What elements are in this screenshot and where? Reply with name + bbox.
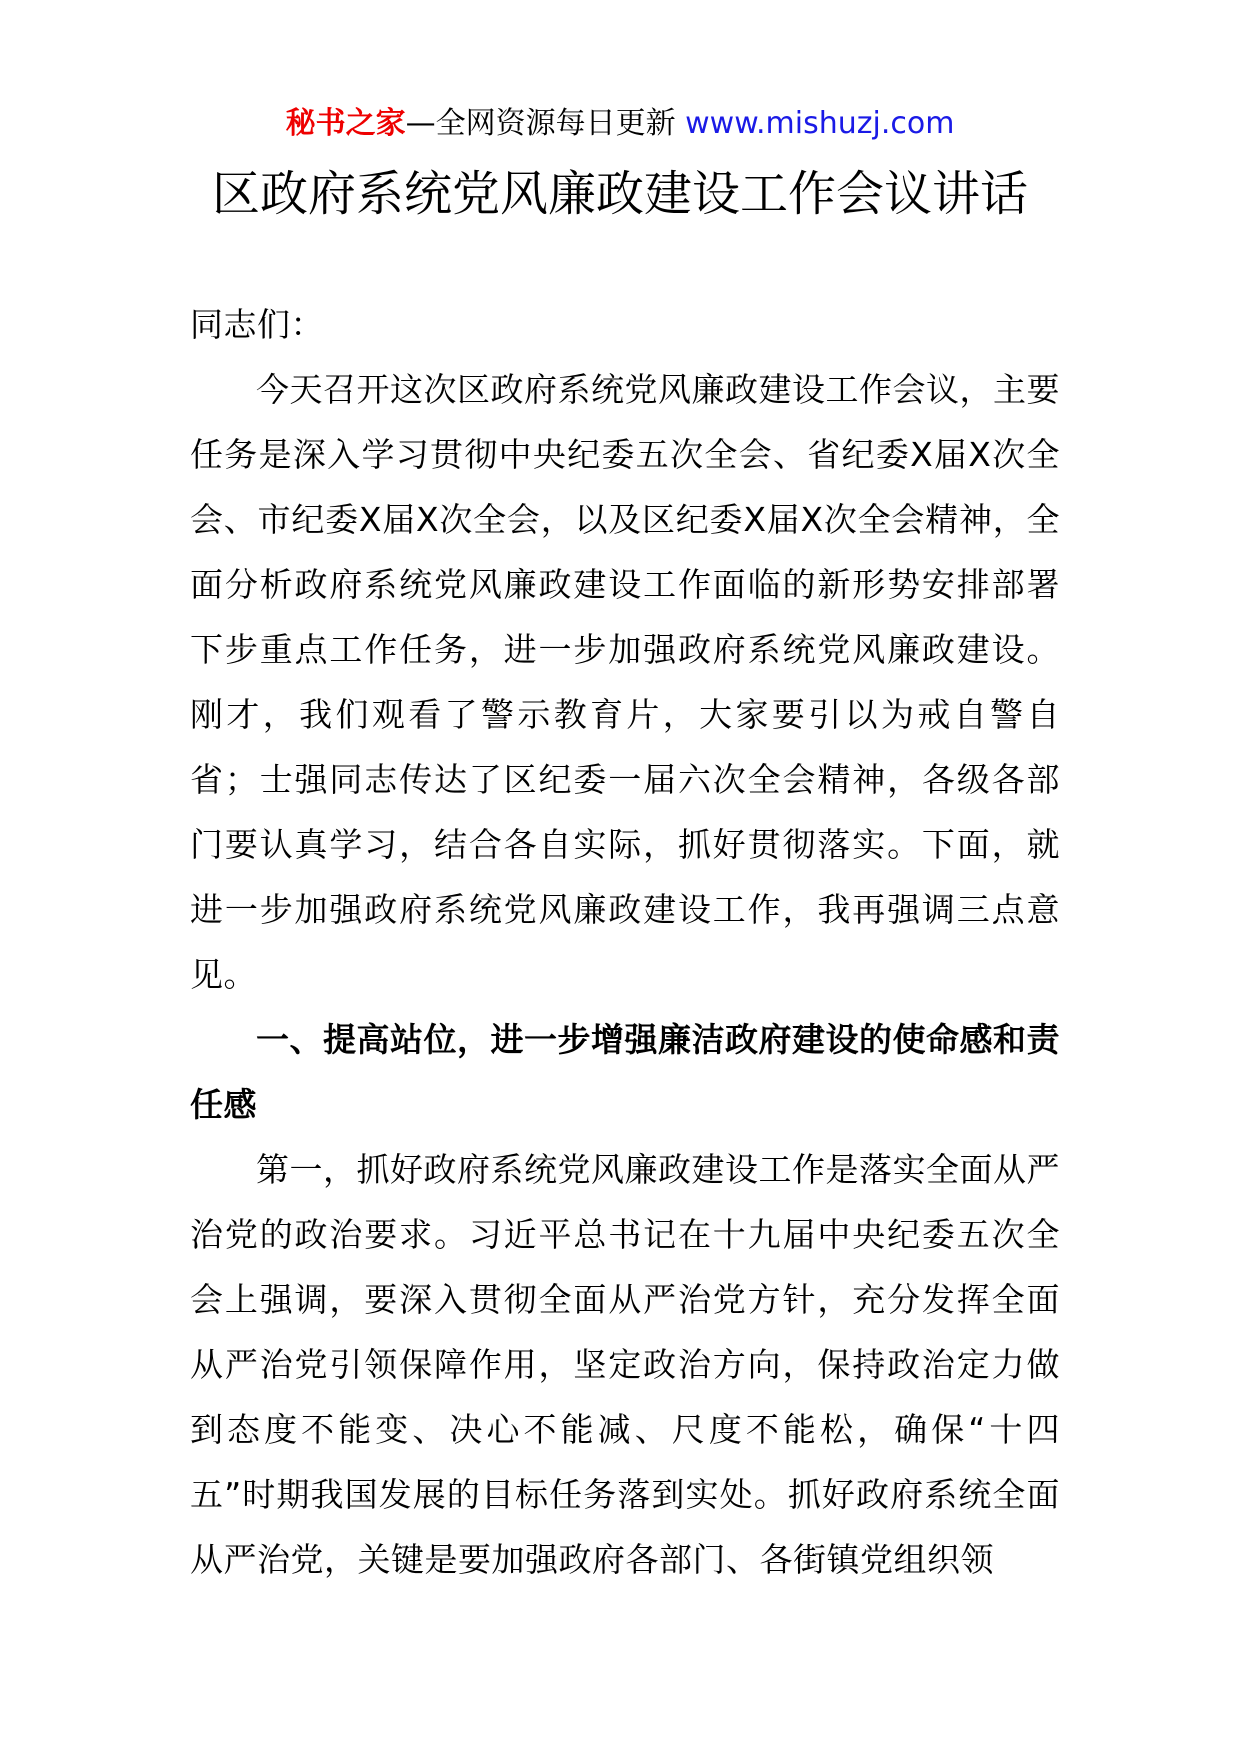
document-body [190,292,1060,1592]
paragraph-intro: 今天召开这次区政府系统党风廉政建设工作会议，主要任务是深入学习贯彻中央纪委五次全会、省纪委X届X次全会、市纪委X届X次全会，以及区纪委X届X次全会精神，全面分析政府系统党风廉政建设工作面临的新形势安排部署下步重点工作任务，进一步加强政府系统党风廉政建设。刚才，我们观看了警示教育片，大家要引以为戒自警自省；士强同志传达了区纪委一届六次全会精神，各级各部门要认真学习，结合各自实际，抓好贯彻落实。下面，就进一步加强政府系统党风廉政建设工作，我再强调三点意见。 [190,370,1060,994]
site-header [0,100,1240,148]
site-url: www.mishuzj.com [685,106,955,141]
section-heading-1: 一、提高站位，进一步增强廉洁政府建设的使命感和责任感 [190,1020,1060,1124]
salutation: 同志们： [190,305,324,344]
brand-name: 秘书之家 [285,106,406,141]
site-tagline: —全网资源每日更新 [405,106,676,141]
document-title: 区政府系统党风廉政建设工作会议讲话 [211,166,1028,222]
paragraph-point-1: 第一，抓好政府系统党风廉政建设工作是落实全面从严治党的政治要求。习近平总书记在十九届中央纪委五次全会上强调，要深入贯彻全面从严治党方针，充分发挥全面从严治党引领保障作用，坚定政治方向，保持政治定力做到态度不能变、决心不能减、尺度不能松，确保“十四五”时期我国发展的目标任务落到实处。抓好政府系统全面从严治党，关键是要加强政府各部门、各街镇党组织领 [190,1150,1060,1579]
